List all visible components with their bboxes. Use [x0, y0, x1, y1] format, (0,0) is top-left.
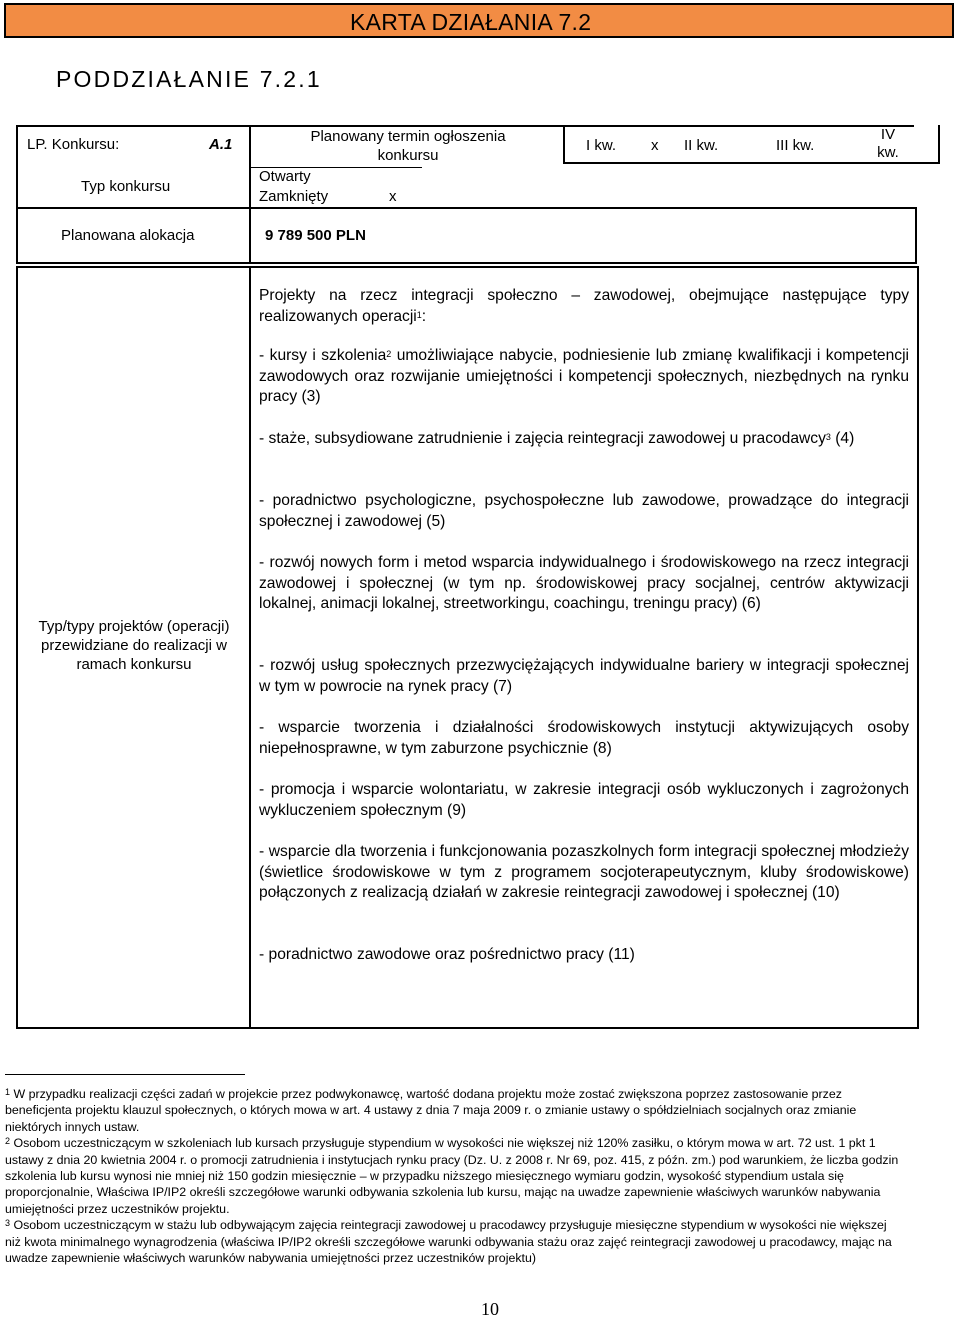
- quarter-2: II kw.: [684, 137, 719, 154]
- subtitle: PODDZIAŁANIE 7.2.1: [56, 66, 322, 92]
- footnote-3: [5, 1217, 905, 1266]
- list-item-2-text-a: - staże, subsydiowane zatrudnienie i zajęcia reintegracji zawodowej u pracodawcy: [259, 430, 826, 447]
- header-bar: [4, 3, 954, 38]
- footnote-1-number: 1: [5, 1087, 11, 1097]
- project-types-label: Typ/typy projektów (operacji) przewidziane do realizacji w ramach konkursu: [38, 618, 230, 673]
- footnote-ref-3: 3: [825, 432, 831, 442]
- list-item-8: - wsparcie dla tworzenia i funkcjonowania pozaszkolnych form integracji społecznej młodzieży (świetlice środowiskowe w tym z programem socjoterapeutycznym, kluby środowiskowe) połączonych z realizacją działań w zakresie reintegracji zawodowej i społecznej (10): [259, 843, 909, 902]
- footnote-ref-1: 1: [416, 309, 422, 320]
- list-item-2: [259, 429, 909, 450]
- intro-text: Projekty na rzecz integracji społeczno – zawodowej, obejmujące następujące typy realizowanych operacji: [259, 287, 909, 325]
- list-item-2-text-b: (4): [830, 430, 855, 447]
- typ-konkursu-label: Typ konkursu: [81, 178, 171, 195]
- quarter-1: I kw.: [586, 137, 617, 154]
- list-item-7: - promocja i wsparcie wolontariatu, w zakresie integracji osób wykluczonych i zagrożonych wykluczeniem społecznym (9): [259, 781, 909, 819]
- footnote-ref-2: 2: [386, 349, 392, 359]
- termin-label: Planowany termin ogłoszenia konkursu: [310, 128, 506, 164]
- footnote-3-text: Osobom uczestniczącym w stażu lub odbywającym zajęcia reintegracji zawodowej u pracodawcy przysługuje miesięczne stypendium w wysokości nie większej niż kwota minimalnego wynagrodzenia (właściwa IP/IP2 określi szczegółowe warunki odbywania stażu oraz zajęć reintegracji zawodowej u pracodawcy, mając na uwadze zapewnienie właściwych warunków nabywania umiejętności przez uczestników projektu): [5, 1218, 892, 1266]
- zamkniety-label: Zamknięty: [259, 188, 329, 205]
- quarter-3: III kw.: [776, 137, 815, 154]
- quarter-4: IV kw.: [877, 126, 899, 161]
- footnotes: [5, 1086, 905, 1266]
- alokacja-label: Planowana alokacja: [61, 227, 195, 244]
- footnote-1: [5, 1086, 905, 1135]
- footnote-separator: [5, 1074, 245, 1075]
- zamkniety-mark: x: [389, 188, 397, 205]
- list-item-4: - rozwój nowych form i metod wsparcia indywidualnego i środowiskowego na rzecz integracji zawodowej i społecznej (w tym np. środowiskowej pracy socjalnej, centrów aktywizacji lokalnej, animacji lokalnej, streetworkingu, coachingu, treningu pracy) (6): [259, 554, 909, 613]
- intro-paragraph: [259, 286, 909, 327]
- list-item-3: - poradnictwo psychologiczne, psychospołeczne lub zawodowe, prowadzące do integracji społecznej i zawodowej (5): [259, 492, 909, 530]
- alokacja-value: 9 789 500 PLN: [265, 227, 366, 244]
- otwarty-label: Otwarty: [259, 168, 311, 185]
- footnote-2-number: 2: [5, 1136, 11, 1147]
- footnote-2-text: Osobom uczestniczącym w szkoleniach lub kursach przysługuje stypendium w wysokości nie większej niż 120% zasiłku, o którym mowa w art. 72 ust. 1 pkt 1 ustawy z dnia 20 kwietnia 2004 r. o promocji zatrudnienia i instytucjach rynku pracy (Dz. U. z 2008 r. Nr 69, poz. 415, z późn. zm.) pod warunkiem, że liczba godzin szkolenia lub kursu wynosi nie mniej niż 150 godzin miesięcznie – w przypadku niższego miesięcznego wymiaru godzin, wysokość stypendium ustala się proporcjonalnie, Właściwa IP/IP2 określi szczegółowe warunki odbywania szkolenia lub kursu, mając na uwadze zapewnienie właściwych warunków nabywania umiejętności przez uczestników projektu.: [5, 1136, 899, 1216]
- page-number: 10: [481, 1299, 499, 1319]
- list-item-9: - poradnictwo zawodowe oraz pośrednictwo pracy (11): [259, 946, 635, 963]
- list-item-1-text-a: - kursy i szkolenia: [259, 347, 387, 364]
- quarter-1-mark: x: [651, 137, 659, 154]
- footnote-1-text: W przypadku realizacji części zadań w projekcie przez podwykonawcę, wartość dodana projektu może zostać zwiększona poprzez zastosowanie przez beneficjenta projektu klauzul społecznych, o których mowa w art. 4 ustawy z dnia 7 maja 2009 r. o zmianie ustawy o spółdzielniach socjalnych oraz zmianie niektórych innych ustaw.: [5, 1087, 857, 1134]
- document-title: KARTA DZIAŁANIA 7.2: [350, 9, 592, 35]
- footnote-3-number: 3: [5, 1218, 11, 1229]
- list-item-1: [259, 346, 909, 408]
- list-item-6: - wsparcie tworzenia i działalności środowiskowych instytucji aktywizujących osoby niepełnosprawne, w tym zaburzone psychicznie (8): [259, 719, 909, 757]
- lp-value: A.1: [209, 136, 233, 153]
- list-item-1-text-b: umożliwiające nabycie, podniesienie lub zmianę kwalifikacji i kompetencji zawodowych oraz rozwijanie umiejętności i kompetencji społecznych, niezbędnych na rynku pracy (3): [259, 347, 910, 406]
- list-item-5: - rozwój usług społecznych przezwyciężających indywidualne bariery w integracji społecznej w tym w powrocie na rynek pracy (7): [259, 657, 909, 695]
- footnote-2: [5, 1135, 905, 1217]
- intro-colon: :: [421, 307, 427, 325]
- lp-label: LP. Konkursu:: [27, 136, 120, 153]
